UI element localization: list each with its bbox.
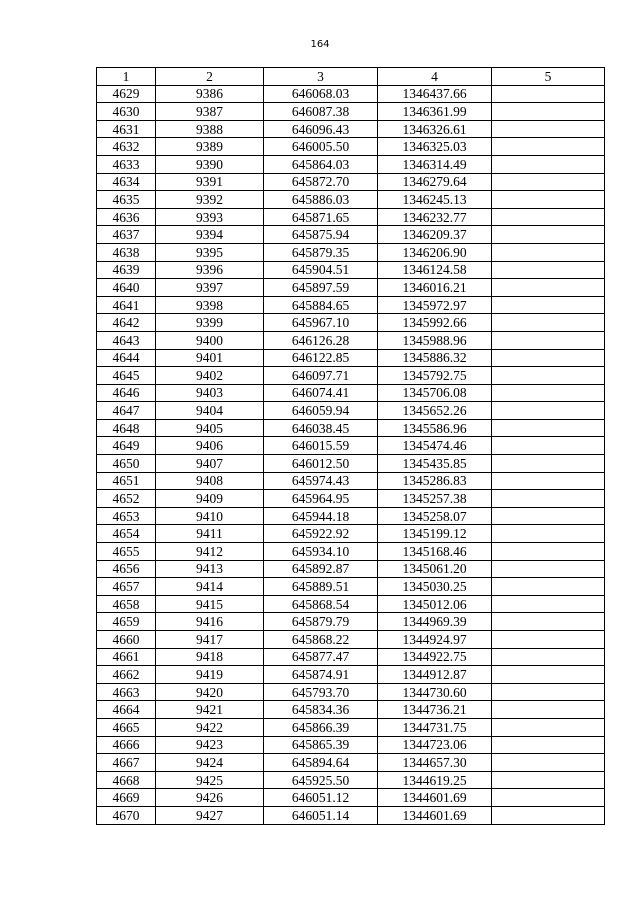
x-coordinate-cell: 645872.70 (264, 173, 378, 191)
index-cell: 9386 (156, 85, 264, 103)
table-row (97, 349, 605, 367)
table-row (97, 613, 605, 631)
note-cell (492, 155, 605, 173)
index-cell: 9400 (156, 331, 264, 349)
x-coordinate-cell: 646051.14 (264, 806, 378, 824)
note-cell (492, 384, 605, 402)
y-coordinate-cell: 1346206.90 (378, 243, 492, 261)
table-row (97, 771, 605, 789)
x-coordinate-cell: 645967.10 (264, 314, 378, 332)
index-cell: 9404 (156, 402, 264, 420)
note-cell (492, 296, 605, 314)
x-coordinate-cell: 646015.59 (264, 437, 378, 455)
y-coordinate-cell: 1345586.96 (378, 419, 492, 437)
y-coordinate-cell: 1344723.06 (378, 736, 492, 754)
note-cell (492, 103, 605, 121)
index-cell: 9394 (156, 226, 264, 244)
table-row (97, 103, 605, 121)
point-number-cell: 4639 (97, 261, 156, 279)
y-coordinate-cell: 1345988.96 (378, 331, 492, 349)
table-row (97, 806, 605, 824)
index-cell: 9420 (156, 683, 264, 701)
y-coordinate-cell: 1345435.85 (378, 455, 492, 473)
point-number-cell: 4670 (97, 806, 156, 824)
index-cell: 9399 (156, 314, 264, 332)
note-cell (492, 402, 605, 420)
x-coordinate-cell: 646068.03 (264, 85, 378, 103)
index-cell: 9388 (156, 120, 264, 138)
index-cell: 9391 (156, 173, 264, 191)
y-coordinate-cell: 1345652.26 (378, 402, 492, 420)
note-cell (492, 349, 605, 367)
point-number-cell: 4654 (97, 525, 156, 543)
note-cell (492, 314, 605, 332)
y-coordinate-cell: 1346245.13 (378, 191, 492, 209)
point-number-cell: 4642 (97, 314, 156, 332)
index-cell: 9401 (156, 349, 264, 367)
y-coordinate-cell: 1344657.30 (378, 754, 492, 772)
y-coordinate-cell: 1344969.39 (378, 613, 492, 631)
note-cell (492, 437, 605, 455)
x-coordinate-cell: 645922.92 (264, 525, 378, 543)
table-row (97, 384, 605, 402)
table-row (97, 314, 605, 332)
index-cell: 9418 (156, 648, 264, 666)
column-header-1: 1 (97, 68, 156, 86)
x-coordinate-cell: 645894.64 (264, 754, 378, 772)
index-cell: 9390 (156, 155, 264, 173)
table-row (97, 155, 605, 173)
x-coordinate-cell: 645892.87 (264, 560, 378, 578)
point-number-cell: 4667 (97, 754, 156, 772)
point-number-cell: 4664 (97, 701, 156, 719)
y-coordinate-cell: 1345706.08 (378, 384, 492, 402)
y-coordinate-cell: 1346325.03 (378, 138, 492, 156)
table-row (97, 437, 605, 455)
index-cell: 9425 (156, 771, 264, 789)
point-number-cell: 4657 (97, 578, 156, 596)
index-cell: 9426 (156, 789, 264, 807)
x-coordinate-cell: 645944.18 (264, 507, 378, 525)
point-number-cell: 4636 (97, 208, 156, 226)
y-coordinate-cell: 1344601.69 (378, 806, 492, 824)
column-header-4: 4 (378, 68, 492, 86)
x-coordinate-cell: 645904.51 (264, 261, 378, 279)
point-number-cell: 4652 (97, 490, 156, 508)
point-number-cell: 4647 (97, 402, 156, 420)
note-cell (492, 455, 605, 473)
y-coordinate-cell: 1345061.20 (378, 560, 492, 578)
note-cell (492, 789, 605, 807)
y-coordinate-cell: 1344731.75 (378, 718, 492, 736)
point-number-cell: 4629 (97, 85, 156, 103)
y-coordinate-cell: 1345199.12 (378, 525, 492, 543)
note-cell (492, 771, 605, 789)
x-coordinate-cell: 645889.51 (264, 578, 378, 596)
note-cell (492, 525, 605, 543)
x-coordinate-cell: 646059.94 (264, 402, 378, 420)
note-cell (492, 543, 605, 561)
point-number-cell: 4662 (97, 666, 156, 684)
note-cell (492, 367, 605, 385)
table-row (97, 261, 605, 279)
index-cell: 9392 (156, 191, 264, 209)
x-coordinate-cell: 645934.10 (264, 543, 378, 561)
table-row (97, 683, 605, 701)
x-coordinate-cell: 645879.79 (264, 613, 378, 631)
note-cell (492, 806, 605, 824)
table-row (97, 543, 605, 561)
index-cell: 9402 (156, 367, 264, 385)
table-row (97, 754, 605, 772)
point-number-cell: 4643 (97, 331, 156, 349)
index-cell: 9421 (156, 701, 264, 719)
y-coordinate-cell: 1344924.97 (378, 631, 492, 649)
y-coordinate-cell: 1345792.75 (378, 367, 492, 385)
table-row (97, 578, 605, 596)
note-cell (492, 631, 605, 649)
point-number-cell: 4637 (97, 226, 156, 244)
table-row (97, 701, 605, 719)
note-cell (492, 701, 605, 719)
note-cell (492, 507, 605, 525)
index-cell: 9410 (156, 507, 264, 525)
x-coordinate-cell: 645875.94 (264, 226, 378, 244)
index-cell: 9405 (156, 419, 264, 437)
index-cell: 9423 (156, 736, 264, 754)
index-cell: 9424 (156, 754, 264, 772)
table-row (97, 718, 605, 736)
y-coordinate-cell: 1346437.66 (378, 85, 492, 103)
note-cell (492, 173, 605, 191)
x-coordinate-cell: 645877.47 (264, 648, 378, 666)
point-number-cell: 4658 (97, 595, 156, 613)
coordinates-table (96, 67, 605, 825)
x-coordinate-cell: 645864.03 (264, 155, 378, 173)
note-cell (492, 736, 605, 754)
note-cell (492, 279, 605, 297)
point-number-cell: 4632 (97, 138, 156, 156)
point-number-cell: 4665 (97, 718, 156, 736)
x-coordinate-cell: 645974.43 (264, 472, 378, 490)
index-cell: 9412 (156, 543, 264, 561)
table-row (97, 419, 605, 437)
table-row (97, 648, 605, 666)
note-cell (492, 666, 605, 684)
y-coordinate-cell: 1346209.37 (378, 226, 492, 244)
y-coordinate-cell: 1345257.38 (378, 490, 492, 508)
y-coordinate-cell: 1346016.21 (378, 279, 492, 297)
x-coordinate-cell: 645874.91 (264, 666, 378, 684)
index-cell: 9422 (156, 718, 264, 736)
note-cell (492, 595, 605, 613)
x-coordinate-cell: 646096.43 (264, 120, 378, 138)
point-number-cell: 4653 (97, 507, 156, 525)
point-number-cell: 4648 (97, 419, 156, 437)
x-coordinate-cell: 646074.41 (264, 384, 378, 402)
column-header-2: 2 (156, 68, 264, 86)
x-coordinate-cell: 646051.12 (264, 789, 378, 807)
note-cell (492, 419, 605, 437)
index-cell: 9411 (156, 525, 264, 543)
table-row (97, 173, 605, 191)
point-number-cell: 4668 (97, 771, 156, 789)
index-cell: 9396 (156, 261, 264, 279)
y-coordinate-cell: 1345992.66 (378, 314, 492, 332)
table-row (97, 138, 605, 156)
y-coordinate-cell: 1345286.83 (378, 472, 492, 490)
y-coordinate-cell: 1346361.99 (378, 103, 492, 121)
y-coordinate-cell: 1345258.07 (378, 507, 492, 525)
x-coordinate-cell: 645871.65 (264, 208, 378, 226)
point-number-cell: 4651 (97, 472, 156, 490)
note-cell (492, 560, 605, 578)
y-coordinate-cell: 1344736.21 (378, 701, 492, 719)
index-cell: 9413 (156, 560, 264, 578)
point-number-cell: 4641 (97, 296, 156, 314)
x-coordinate-cell: 646087.38 (264, 103, 378, 121)
x-coordinate-cell: 645886.03 (264, 191, 378, 209)
y-coordinate-cell: 1345972.97 (378, 296, 492, 314)
note-cell (492, 648, 605, 666)
table-row (97, 243, 605, 261)
index-cell: 9416 (156, 613, 264, 631)
x-coordinate-cell: 645834.36 (264, 701, 378, 719)
index-cell: 9414 (156, 578, 264, 596)
point-number-cell: 4640 (97, 279, 156, 297)
x-coordinate-cell: 645964.95 (264, 490, 378, 508)
table-row (97, 736, 605, 754)
x-coordinate-cell: 645866.39 (264, 718, 378, 736)
table-row (97, 226, 605, 244)
index-cell: 9393 (156, 208, 264, 226)
x-coordinate-cell: 645865.39 (264, 736, 378, 754)
index-cell: 9415 (156, 595, 264, 613)
y-coordinate-cell: 1346314.49 (378, 155, 492, 173)
table-row (97, 455, 605, 473)
header-row (97, 68, 605, 86)
point-number-cell: 4655 (97, 543, 156, 561)
note-cell (492, 718, 605, 736)
index-cell: 9407 (156, 455, 264, 473)
point-number-cell: 4650 (97, 455, 156, 473)
point-number-cell: 4660 (97, 631, 156, 649)
x-coordinate-cell: 645868.54 (264, 595, 378, 613)
table-row (97, 402, 605, 420)
index-cell: 9403 (156, 384, 264, 402)
note-cell (492, 208, 605, 226)
note-cell (492, 120, 605, 138)
note-cell (492, 490, 605, 508)
table-row (97, 666, 605, 684)
table-row (97, 472, 605, 490)
y-coordinate-cell: 1345030.25 (378, 578, 492, 596)
x-coordinate-cell: 645868.22 (264, 631, 378, 649)
x-coordinate-cell: 646097.71 (264, 367, 378, 385)
note-cell (492, 226, 605, 244)
point-number-cell: 4649 (97, 437, 156, 455)
point-number-cell: 4661 (97, 648, 156, 666)
index-cell: 9419 (156, 666, 264, 684)
y-coordinate-cell: 1344922.75 (378, 648, 492, 666)
x-coordinate-cell: 646038.45 (264, 419, 378, 437)
table-row (97, 631, 605, 649)
table-row (97, 191, 605, 209)
note-cell (492, 138, 605, 156)
page-number: 164 (310, 39, 330, 50)
table-row (97, 490, 605, 508)
y-coordinate-cell: 1344912.87 (378, 666, 492, 684)
index-cell: 9417 (156, 631, 264, 649)
table-row (97, 507, 605, 525)
note-cell (492, 754, 605, 772)
y-coordinate-cell: 1346124.58 (378, 261, 492, 279)
table-row (97, 331, 605, 349)
index-cell: 9395 (156, 243, 264, 261)
table-body (97, 85, 605, 824)
point-number-cell: 4635 (97, 191, 156, 209)
x-coordinate-cell: 646012.50 (264, 455, 378, 473)
y-coordinate-cell: 1344619.25 (378, 771, 492, 789)
point-number-cell: 4659 (97, 613, 156, 631)
point-number-cell: 4633 (97, 155, 156, 173)
note-cell (492, 243, 605, 261)
x-coordinate-cell: 645884.65 (264, 296, 378, 314)
table-row (97, 296, 605, 314)
y-coordinate-cell: 1346232.77 (378, 208, 492, 226)
y-coordinate-cell: 1345886.32 (378, 349, 492, 367)
x-coordinate-cell: 645793.70 (264, 683, 378, 701)
index-cell: 9427 (156, 806, 264, 824)
point-number-cell: 4638 (97, 243, 156, 261)
table-row (97, 595, 605, 613)
table-row (97, 525, 605, 543)
point-number-cell: 4663 (97, 683, 156, 701)
x-coordinate-cell: 646126.28 (264, 331, 378, 349)
y-coordinate-cell: 1346326.61 (378, 120, 492, 138)
point-number-cell: 4634 (97, 173, 156, 191)
y-coordinate-cell: 1345474.46 (378, 437, 492, 455)
note-cell (492, 472, 605, 490)
x-coordinate-cell: 645897.59 (264, 279, 378, 297)
point-number-cell: 4669 (97, 789, 156, 807)
point-number-cell: 4666 (97, 736, 156, 754)
index-cell: 9389 (156, 138, 264, 156)
note-cell (492, 261, 605, 279)
y-coordinate-cell: 1344601.69 (378, 789, 492, 807)
note-cell (492, 85, 605, 103)
y-coordinate-cell: 1345168.46 (378, 543, 492, 561)
table-row (97, 789, 605, 807)
point-number-cell: 4656 (97, 560, 156, 578)
table-row (97, 208, 605, 226)
index-cell: 9409 (156, 490, 264, 508)
note-cell (492, 578, 605, 596)
x-coordinate-cell: 646005.50 (264, 138, 378, 156)
y-coordinate-cell: 1345012.06 (378, 595, 492, 613)
index-cell: 9398 (156, 296, 264, 314)
note-cell (492, 613, 605, 631)
table-row (97, 367, 605, 385)
x-coordinate-cell: 645925.50 (264, 771, 378, 789)
x-coordinate-cell: 645879.35 (264, 243, 378, 261)
index-cell: 9387 (156, 103, 264, 121)
point-number-cell: 4630 (97, 103, 156, 121)
table-row (97, 279, 605, 297)
note-cell (492, 683, 605, 701)
index-cell: 9408 (156, 472, 264, 490)
point-number-cell: 4644 (97, 349, 156, 367)
point-number-cell: 4631 (97, 120, 156, 138)
y-coordinate-cell: 1346279.64 (378, 173, 492, 191)
column-header-5: 5 (492, 68, 605, 86)
table-row (97, 120, 605, 138)
table-row (97, 560, 605, 578)
y-coordinate-cell: 1344730.60 (378, 683, 492, 701)
point-number-cell: 4646 (97, 384, 156, 402)
column-header-3: 3 (264, 68, 378, 86)
x-coordinate-cell: 646122.85 (264, 349, 378, 367)
table-row (97, 85, 605, 103)
point-number-cell: 4645 (97, 367, 156, 385)
note-cell (492, 331, 605, 349)
note-cell (492, 191, 605, 209)
index-cell: 9406 (156, 437, 264, 455)
index-cell: 9397 (156, 279, 264, 297)
